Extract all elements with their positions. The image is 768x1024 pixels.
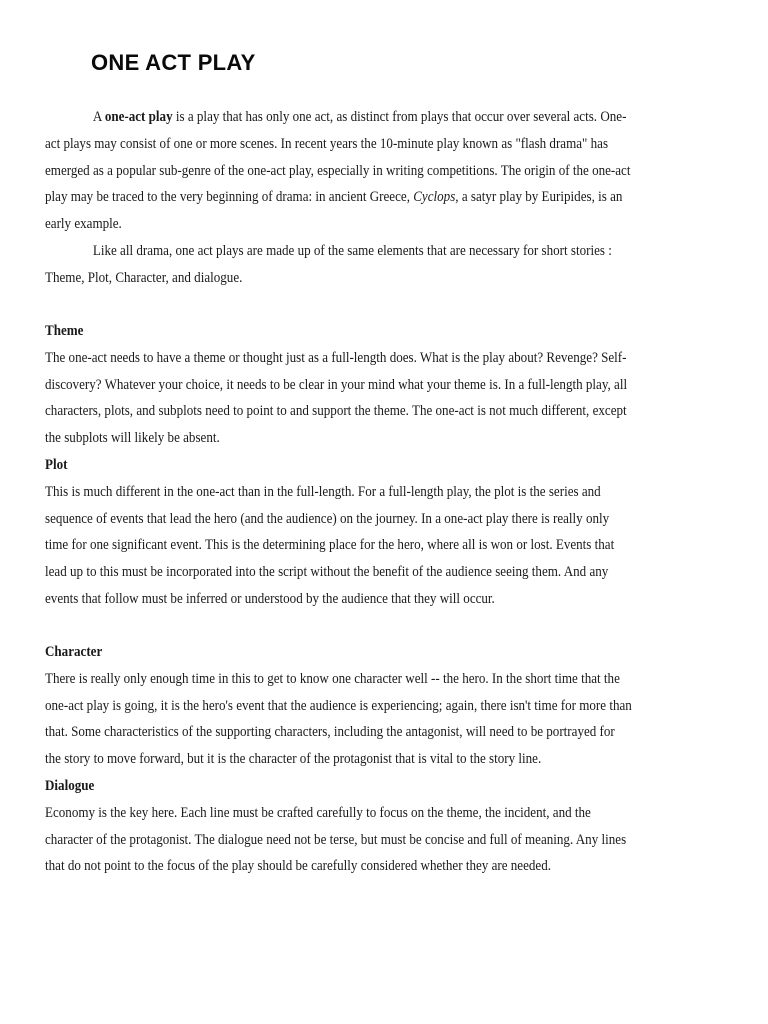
text-line: that do not point to the focus of the play should be carefully considered whether they are needed. <box>45 858 551 875</box>
text-line: There is really only enough time in this to get to know one character well -- the hero. In the short time that the <box>45 670 620 687</box>
elements-paragraph <box>45 238 735 292</box>
text-line: sequence of events that lead the hero (and the audience) on the journey. In a one-act play there is really only <box>45 510 610 527</box>
text-line: Theme, Plot, Character, and dialogue. <box>45 269 243 286</box>
text-line <box>45 184 680 211</box>
text-line: Economy is the key here. Each line must be crafted carefully to focus on the theme, the incident, and the <box>45 804 591 821</box>
text-line: lead up to this must be incorporated into the script without the benefit of the audience seeing them. And any <box>45 564 609 581</box>
intro-paragraph <box>45 104 735 238</box>
text-line: emerged as a popular sub-genre of the one-act play, especially in writing competitions. The origin of the one-act <box>45 162 631 179</box>
text-line: time for one significant event. This is the determining place for the hero, where all is won or lost. Events that <box>45 537 615 554</box>
text-run: play may be traced to the very beginning of drama: in ancient Greece, <box>45 189 414 206</box>
text-line: characters, plots, and subplots need to point to and support the theme. The one-act is not much different, except <box>45 403 627 420</box>
text-line: that. Some characteristics of the supporting characters, including the antagonist, will need to be portrayed for <box>45 724 615 741</box>
document-title: ONE ACT PLAY <box>91 50 256 75</box>
text-line <box>45 104 680 131</box>
text-run: is a play that has only one act, as distinct from plays that occur over several acts. One- <box>172 109 627 125</box>
section-dialogue <box>45 773 735 880</box>
section-theme <box>45 318 735 452</box>
text-line: act plays may consist of one or more scenes. In recent years the 10-minute play known as "flash drama" has <box>45 135 609 152</box>
text-run: , a satyr play by Euripides, is an <box>455 189 623 206</box>
text-line: the story to move forward, but it is the character of the protagonist that is vital to the story line. <box>45 751 542 768</box>
section-plot <box>45 452 735 613</box>
text-line: character of the protagonist. The dialogue need not be terse, but must be concise and full of meaning. Any lines <box>45 831 627 848</box>
text-line: Like all drama, one act plays are made up of the same elements that are necessary for short stories : <box>92 243 612 259</box>
section-heading: Plot <box>45 457 68 473</box>
text-line: This is much different in the one-act than in the full-length. For a full-length play, the plot is the series and <box>45 483 601 500</box>
text-run: A <box>92 109 105 125</box>
text-line: events that follow must be inferred or understood by the audience that they will occur. <box>45 590 495 607</box>
text-line: the subplots will likely be absent. <box>45 430 220 447</box>
text-line: one-act play is going, it is the hero's event that the audience is experiencing; again, there isn't time for more than <box>45 697 632 714</box>
text-line: discovery? Whatever your choice, it needs to be clear in your mind what your theme is. In a full-length play, all <box>45 376 628 393</box>
section-heading: Character <box>45 644 103 660</box>
play-title-italic: Cyclops <box>413 189 456 206</box>
text-line: The one-act needs to have a theme or thought just as a full-length does. What is the play about? Revenge? Self- <box>45 349 627 366</box>
term-bold: one-act play <box>104 109 173 125</box>
text-line: early example. <box>45 216 122 233</box>
section-heading: Theme <box>45 323 84 339</box>
section-heading: Dialogue <box>45 778 95 794</box>
section-character <box>45 639 735 773</box>
